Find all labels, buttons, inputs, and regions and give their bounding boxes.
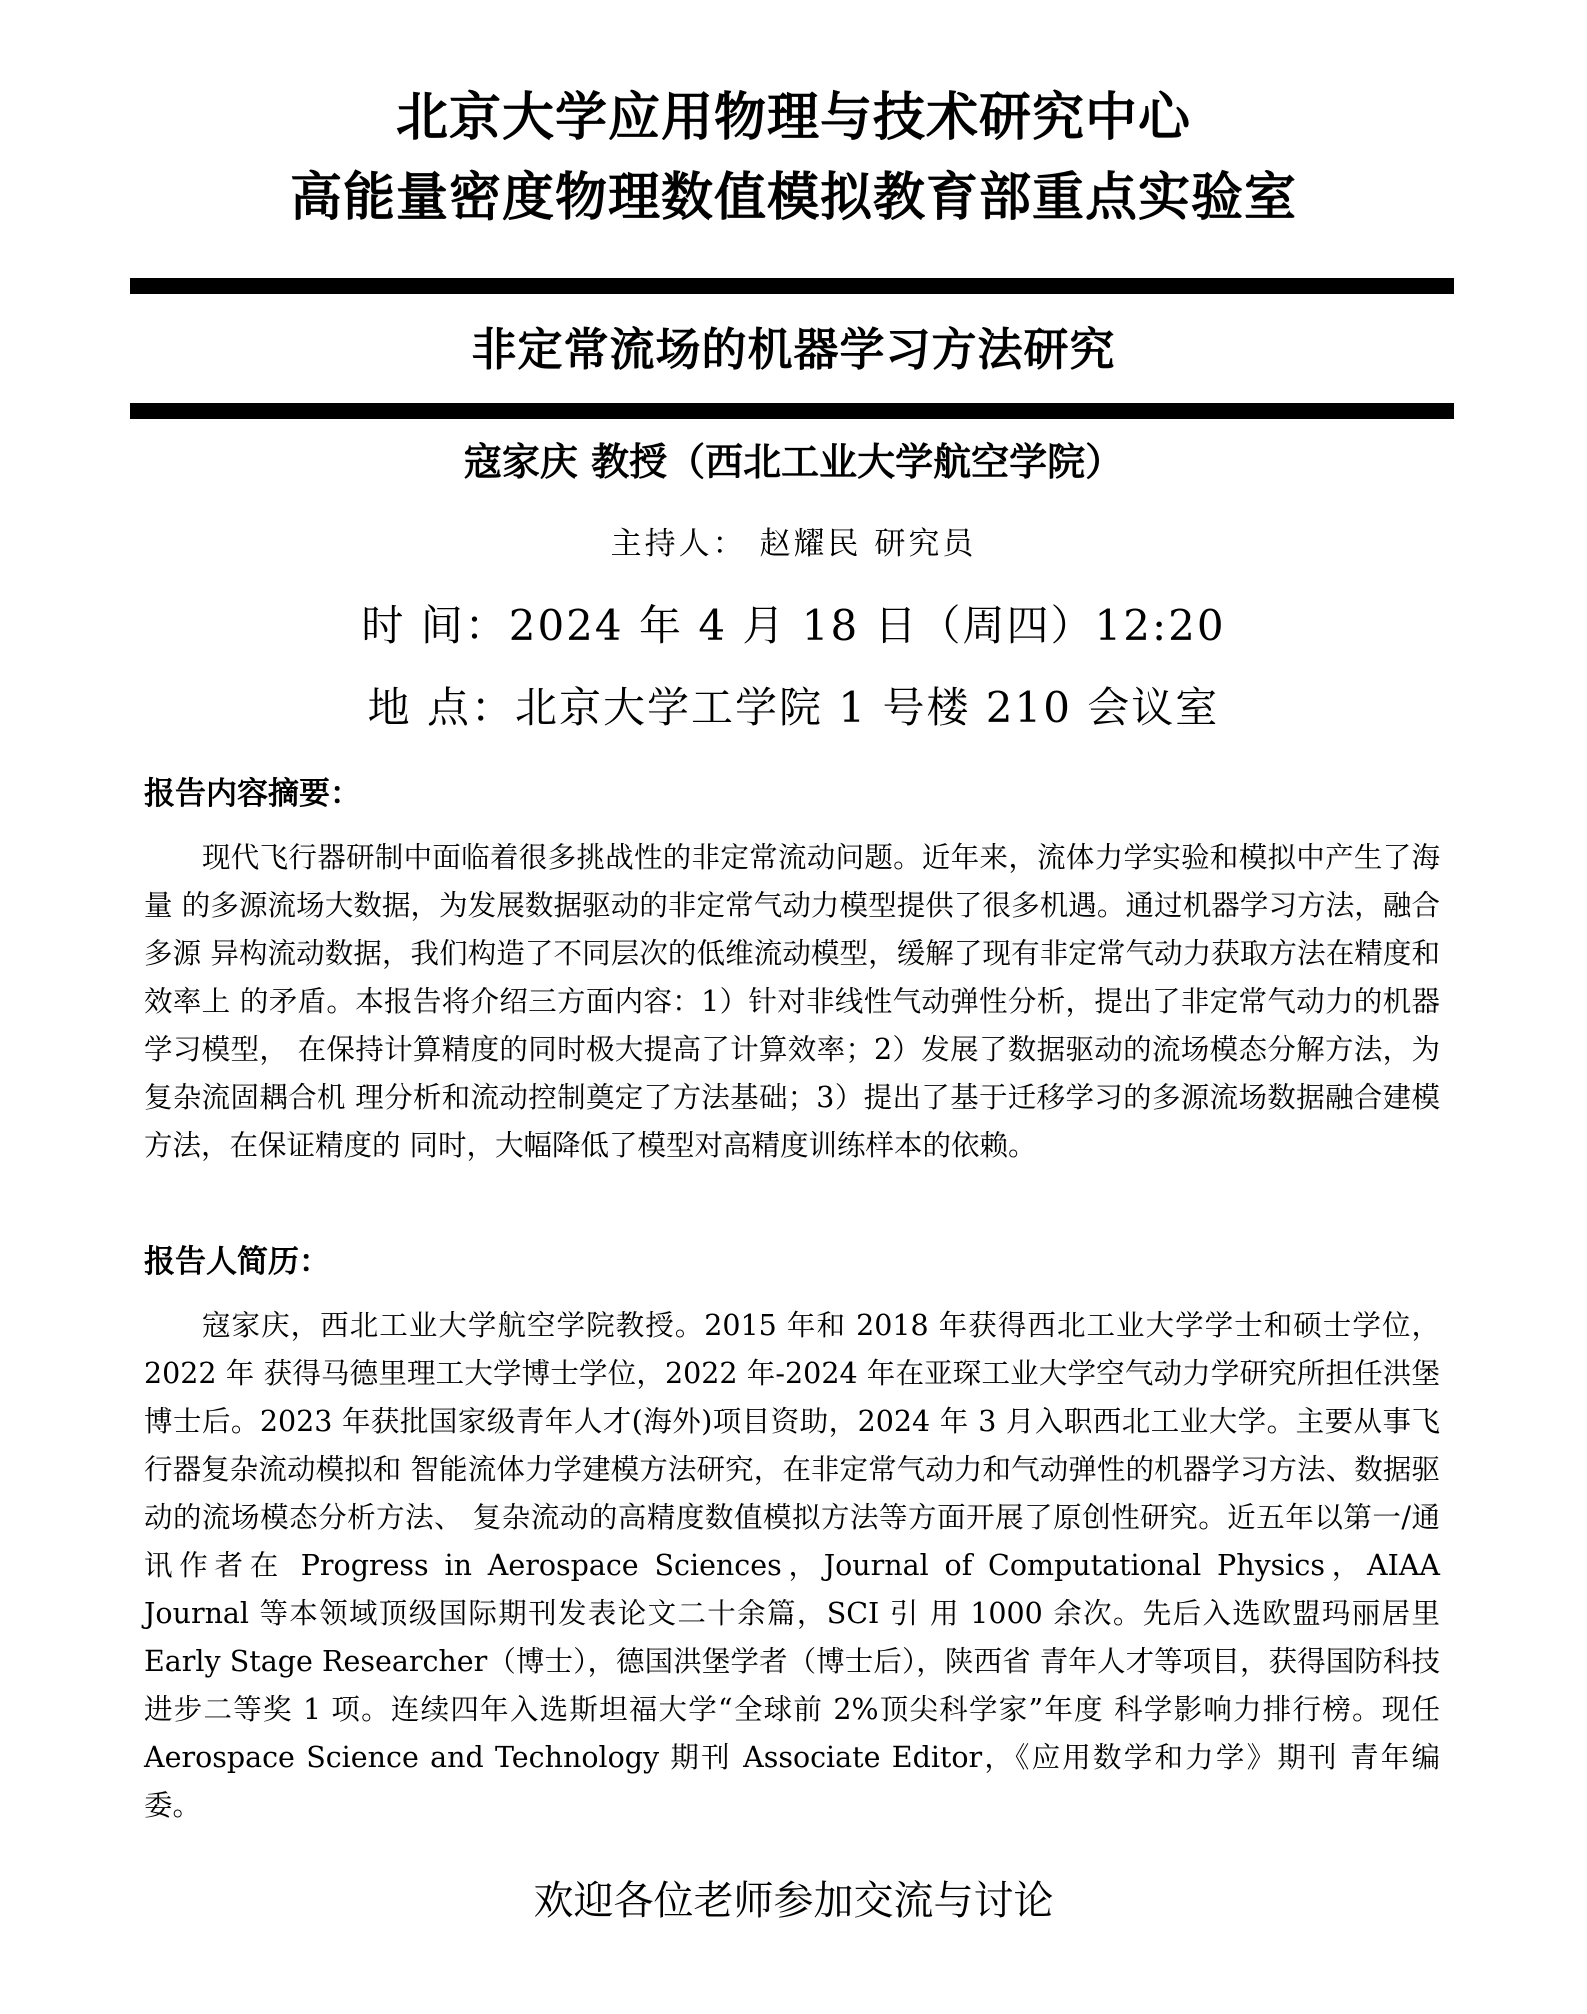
org-name-line-1: 北京大学应用物理与技术研究中心 [395, 88, 1191, 148]
welcome-message: 欢迎各位老师参加交流与讨论 [533, 1878, 1054, 1924]
event-time: 时 间：2024 年 4 月 18 日（周四）12:20 [361, 601, 1226, 650]
org-name-line-2: 高能量密度物理数值模拟教育部重点实验室 [289, 168, 1297, 228]
abstract-heading: 报告内容摘要： [144, 776, 361, 812]
abstract-text: 现代飞行器研制中面临着很多挑战性的非定常流动问题。近年来，流体力学实验和模拟中产生了海量 的多源流场大数据，为发展数据驱动的非定常气动力模型提供了很多机遇。通过机器学习方法，融合多源 异构流动数据，我们构造了不同层次的低维流动模型，缓解了现有非定常气动力获取方法在精度和效率上 的矛盾。本报告将介绍三方面内容：1）针对非线性气动弹性分析，提出了非定常气动力的机器学习模型， 在保持计算精度的同时极大提高了计算效率；2）发展了数据驱动的流场模态分解方法，为复杂流固耦合机 理分析和流动控制奠定了方法基础；3）提出了基于迁移学习的多源流场数据融合建模方法，在保证精度的 同时，大幅降低了模型对高精度训练样本的依赖。 [144, 841, 1440, 1162]
bio-text: 寇家庆，西北工业大学航空学院教授。2015 年和 2018 年获得西北工业大学学士和硕士学位，2022 年 获得马德里理工大学博士学位，2022 年-2024 年在亚琛工业大学空气动力学研究所担任洪堡博士后。2023 年获批国家级青年人才(海外)项目资助，2024 年 3 月入职西北工业大学。主要从事飞行器复杂流动模拟和 智能流体力学建模方法研究，在非定常气动力和气动弹性的机器学习方法、数据驱动的流场模态分析方法、 复杂流动的高精度数值模拟方法等方面开展了原创性研究。近五年以第一/通讯作者在 Progress in Aerospace Sciences，Journal of Computational Physics，AIAA Journal 等本领域顶级国际期刊发表论文二十余篇，SCI 引 用 1000 余次。先后入选欧盟玛丽居里 Early Stage Researcher（博士），德国洪堡学者（博士后），陕西省 青年人才等项目，获得国防科技进步二等奖 1 项。连续四年入选斯坦福大学“全球前 2%顶尖科学家”年度 科学影响力排行榜。现任 Aerospace Science and Technology 期刊 Associate Editor，《应用数学和力学》期刊 青年编委。 [144, 1309, 1440, 1822]
talk-title: 非定常流场的机器学习方法研究 [471, 323, 1116, 376]
bio-heading: 报告人简历： [144, 1244, 330, 1280]
host-name: 主持人： 赵耀民 研究员 [610, 526, 977, 562]
top-divider [130, 278, 1454, 294]
speaker-name: 寇家庆 教授（西北工业大学航空学院） [463, 440, 1124, 484]
event-location: 地 点：北京大学工学院 1 号楼 210 会议室 [367, 683, 1220, 732]
bottom-divider [130, 403, 1454, 419]
